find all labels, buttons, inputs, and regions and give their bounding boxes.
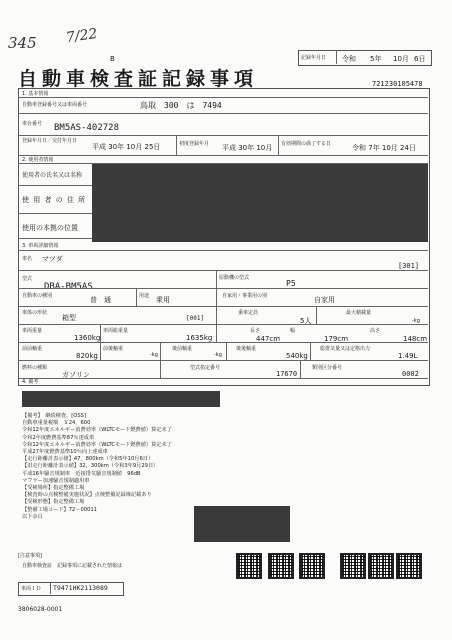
section4-header: 4. 備考 [22,379,39,385]
vehicle-id-value: T9471HK2113089 [53,584,108,592]
maker-code: [301] [398,262,420,270]
use-value: 乗用 [156,296,170,304]
private-label: 自家用・事業用の別 [222,293,268,299]
shape-label: 車体の形状 [22,310,48,316]
qr-code-4 [340,553,366,579]
fuel-value: ガソリン [62,371,90,379]
record-date-year: 5年 [370,55,382,63]
width-value: 179cm [324,335,349,343]
width-label: 幅 [290,328,296,334]
section2-header: 2. 使用者情報 [22,157,54,163]
max-load-value: -kg [412,318,420,324]
expiry-value: 令和 7年 10月 24日 [352,144,416,152]
section3-header: 3. 車両詳細情報 [22,243,59,249]
displacement-value: 1.49L [398,352,418,360]
redacted-stamp-area [194,506,290,542]
base-location-label: 使用の本拠の位置 [22,224,78,232]
qr-code-2 [268,553,294,579]
weight-value: 1360kg [74,334,101,342]
shape-value: 箱型 [62,314,76,322]
notice-header: [注意事項] [18,553,42,559]
rear-rear-axle-label: 後後軸重 [236,346,257,352]
record-date-month: 10月 [393,55,409,63]
record-date-day: 6日 [414,55,426,63]
front-rear-axle-label: 前後軸重 [103,346,124,352]
maker-value: マツダ [42,255,63,263]
section1-header: 1. 基本情報 [22,91,49,97]
registration-label: 自動車登録番号又は車両番号 [22,102,88,108]
length-value: 447cm [256,335,281,343]
first-reg-value: 平成 30年 10月 25日 [92,143,161,151]
chassis-label: 車台番号 [22,121,43,127]
kind-label: 自動車の種別 [22,293,53,299]
type-number-label: 型式指定番号 [190,365,221,371]
class-number-value: 0002 [402,370,419,378]
class-number-label: 類別区分番号 [312,365,343,371]
gross-weight-value: 1635kg [186,334,213,342]
user-name-label: 使用者の氏名又は名称 [22,172,83,179]
user-address-label: 使 用 者 の 住 所 [22,196,87,204]
document-number: 721230105478 [372,80,423,88]
first-reg-label: 登録年月日／交付年月日 [22,138,78,144]
displacement-label: 総排気量又は定格出力 [320,346,371,352]
capacity-value: 5人 [300,317,312,325]
length-label: 長さ [250,328,261,334]
front-front-axle-value: 820kg [76,352,98,360]
gross-weight-label: 車両総重量 [103,328,129,334]
vehicle-id-label: 車両ＩＤ [21,586,42,592]
remarks-text: 【備考】 継続検査，[OSS] 自動車重量税額 ￥24，600 令和12年度エネルギー消費効率（WLTCモード燃費値）算定未了 令和2年度燃費基準87％達成車 令和12年度エネルギー消費効率（WLTCモード燃費値）算定未了 平成27年度燃費基準10％向上達成車 【走行距離計表示値】47，800km（令和5年10月6日） 【旧走行距離計表示値】32，300km（令和3年9月29日） 平成16年騒音規制車 近接排気騒音規制値 96dB マフラー加速騒音規制適用車 【受検場所】指定整備工場 【検査時の点検整備実施状況】点検整備記録簿記載あり 【受検形態】指定整備工場 【整備工場コード】72－00011 以下余白 [22,413,172,520]
redacted-remark [22,391,220,407]
shape-code: [001] [186,315,205,322]
rear-front-axle-label: 後前軸重 [172,346,193,352]
qr-code-1 [236,553,262,579]
notice-text: 自動車検査証 記録事項に記載された情報は [22,563,123,569]
footer-code: 3806028-0001 [18,606,63,613]
max-load-label: 最大積載量 [346,310,372,316]
type-number-value: 17670 [276,370,298,378]
first-year-value: 平成 30年 10月 [222,144,273,152]
front-rear-axle-value: -kg [150,352,158,358]
use-label: 用途 [139,293,150,299]
handwritten-date: 7/22 [65,25,99,47]
qr-code-3 [299,553,325,579]
chassis-number: BM5AS-402728 [54,123,120,133]
engine-label: 原動機の型式 [219,275,250,281]
rear-front-axle-value: -kg [214,352,222,358]
registration-number: 鳥取 300 は 7494 [140,101,222,110]
record-date-label: 記録年月日 [301,55,327,61]
document-title: 自動車検査証記録事項 [18,68,259,90]
model-value: DBA-BM5AS [44,282,93,292]
record-date-era: 令和 [342,55,356,63]
fuel-label: 燃料の種類 [22,365,48,371]
capacity-label: 乗車定員 [238,310,259,316]
height-label: 高さ [370,328,381,334]
private-value: 自家用 [314,296,335,304]
kind-value: 普 通 [90,296,111,304]
engine-value: P5 [286,279,296,288]
qr-code-5 [368,553,394,579]
first-year-label: 初度登録年月 [179,141,210,147]
model-label: 型式 [22,276,33,282]
handwritten-number: 345 [8,34,37,52]
height-value: 148cm [403,335,428,343]
qr-code-6 [396,553,422,579]
weight-label: 車両重量 [22,328,43,334]
b-mark: B [110,55,115,63]
maker-label: 車名 [22,256,33,262]
expiry-label: 有効期間の満了する日 [281,141,332,147]
rear-rear-axle-value: 540kg [286,352,308,360]
redacted-owner-info [92,164,428,242]
front-front-axle-label: 前前軸重 [22,346,43,352]
